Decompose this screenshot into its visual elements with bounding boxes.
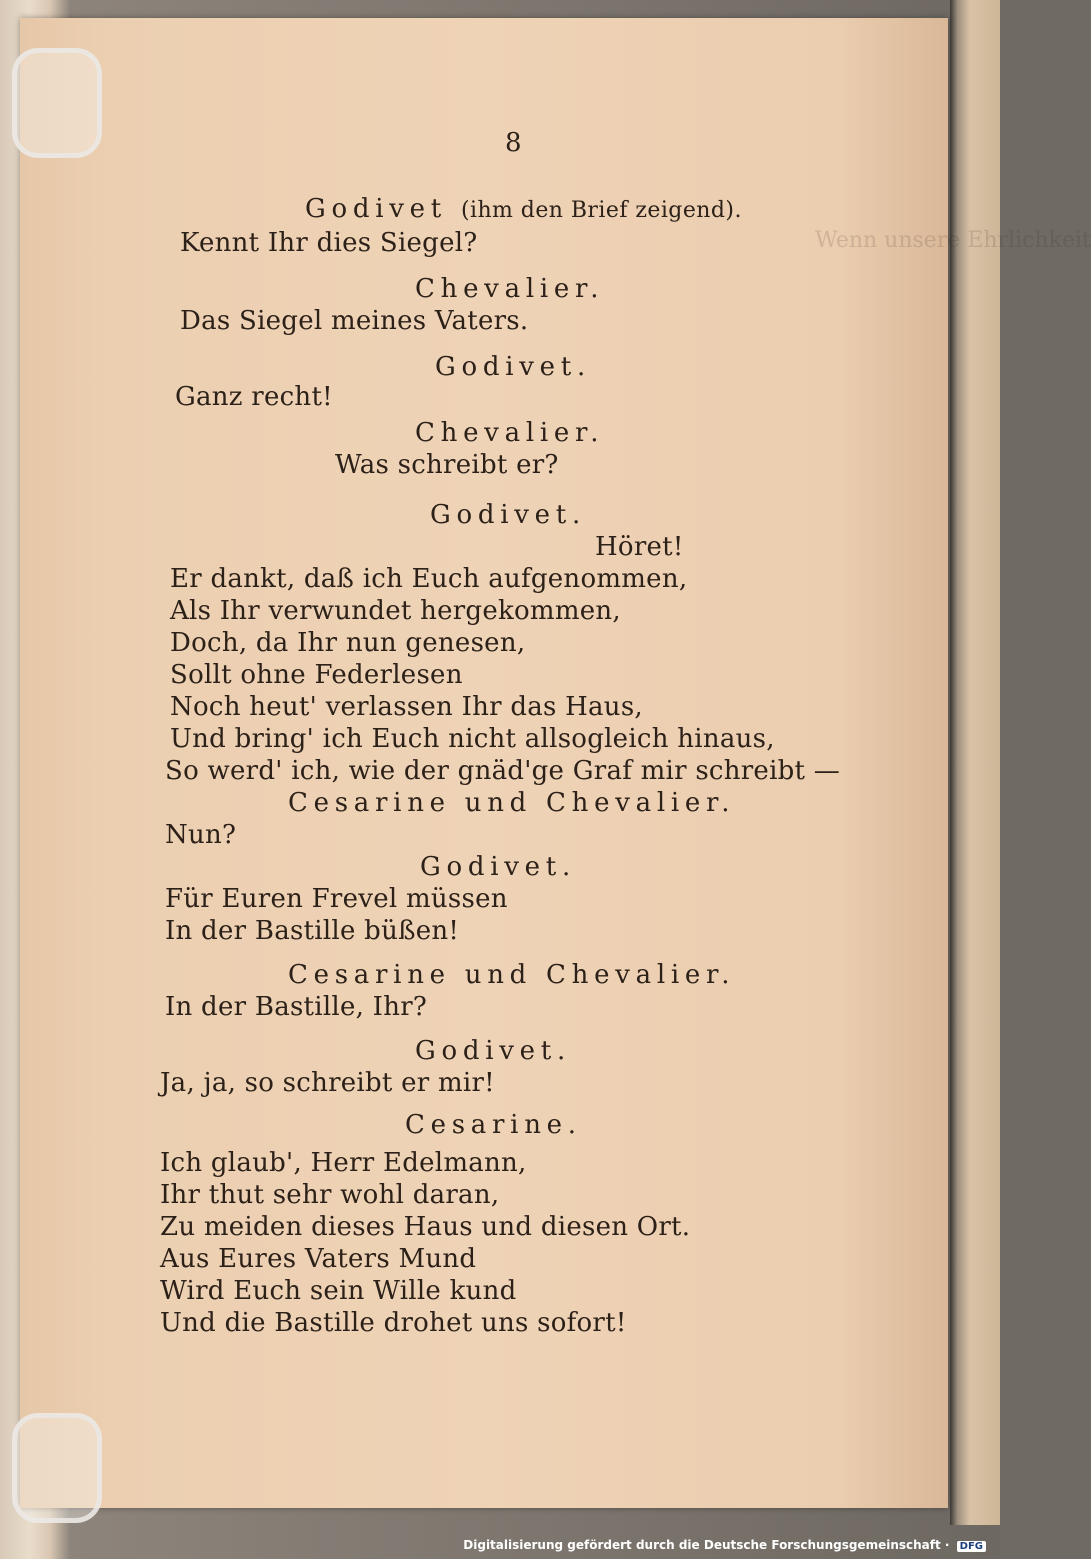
dfg-logo: DFG <box>957 1541 986 1552</box>
speaker-label: Cesarine und Chevalier. <box>288 788 736 818</box>
verse-line: Zu meiden dieses Haus und diesen Ort. <box>160 1212 691 1242</box>
digitization-credit: Digitalisierung gefördert durch die Deutsche Forschungsgemeinschaft · DFG <box>463 1538 986 1552</box>
verse-line: Er dankt, daß ich Euch aufgenommen, <box>170 564 688 594</box>
speaker-label: Cesarine und Chevalier. <box>288 960 736 990</box>
show-through-text: Wenn unsere Ehrlichkeit <box>815 228 1091 253</box>
page-number: 8 <box>505 128 522 158</box>
verse-line: In der Bastille büßen! <box>165 916 460 946</box>
speaker-label: Chevalier. <box>415 418 605 448</box>
verse-line: So werd' ich, wie der gnäd'ge Graf mir schreibt — <box>165 756 841 786</box>
verse-line: Sollt ohne Federlesen <box>170 660 463 690</box>
verse-line: Höret! <box>595 532 684 562</box>
verse-line: Kennt Ihr dies Siegel? <box>180 228 478 258</box>
speaker-label: Godivet. <box>415 1036 571 1066</box>
verse-line: Noch heut' verlassen Ihr das Haus, <box>170 692 643 722</box>
stage-direction: (ihm den Brief zeigend). <box>460 198 742 223</box>
speaker-label: Godivet. <box>420 852 576 882</box>
verse-line: Und die Bastille drohet uns sofort! <box>160 1308 627 1338</box>
speaker-label: Godivet. <box>430 500 586 530</box>
verse-line: Ihr thut sehr wohl daran, <box>160 1180 500 1210</box>
verse-line: Nun? <box>165 820 237 850</box>
speaker-label: Godivet. <box>435 352 591 382</box>
verse-line: Was schreibt er? <box>335 450 559 480</box>
verse-line: Als Ihr verwundet hergekommen, <box>170 596 621 626</box>
credit-text: Digitalisierung gefördert durch die Deutsche Forschungsgemeinschaft <box>463 1538 941 1552</box>
verse-line: Ja, ja, so schreibt er mir! <box>160 1068 495 1098</box>
verse-line: Aus Eures Vaters Mund <box>160 1244 477 1274</box>
speaker-label: Cesarine. <box>405 1110 582 1140</box>
verse-line: Und bring' ich Euch nicht allsogleich hinaus, <box>170 724 775 754</box>
verse-line: Doch, da Ihr nun genesen, <box>170 628 526 658</box>
page-clip-top <box>12 48 102 158</box>
page-clip-bottom <box>12 1413 102 1523</box>
speaker-label: Godivet (ihm den Brief zeigend). <box>305 194 742 224</box>
book-page <box>20 18 1091 1508</box>
verse-line: Ganz recht! <box>175 382 333 412</box>
verse-line: Ich glaub', Herr Edelmann, <box>160 1148 527 1178</box>
verse-line: Das Siegel meines Vaters. <box>180 306 529 336</box>
speaker-label: Chevalier. <box>415 274 605 304</box>
verse-line: Für Euren Frevel müssen <box>165 884 508 914</box>
verse-line: In der Bastille, Ihr? <box>165 992 428 1022</box>
verse-line: Wird Euch sein Wille kund <box>160 1276 517 1306</box>
